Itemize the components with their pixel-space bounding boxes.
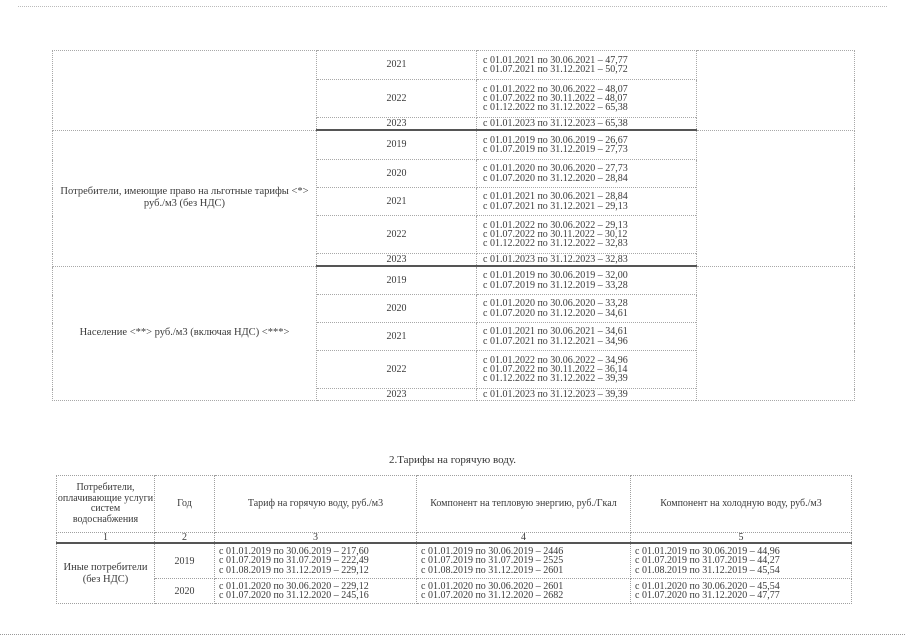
column-number: 3 xyxy=(215,533,417,544)
tariff-table-hot-water xyxy=(56,475,852,604)
year-cell: 2019 xyxy=(317,266,477,295)
header-year: Год xyxy=(155,476,215,533)
header-cold-component: Компонент на холодную воду, руб./м3 xyxy=(631,476,852,533)
cold-cell: с 01.01.2020 по 30.06.2020 – 45,54 с 01.07.2020 по 31.12.2020 – 47,77 xyxy=(631,579,852,604)
year-cell: 2020 xyxy=(317,160,477,188)
year-cell: 2022 xyxy=(317,216,477,254)
header-consumers: Потребители, оплачивающие услуги систем водоснабжения xyxy=(57,476,155,533)
table-row xyxy=(57,579,852,604)
year-cell: 2019 xyxy=(317,130,477,160)
periods-cell: с 01.01.2020 по 30.06.2020 – 33,28 с 01.07.2020 по 31.12.2020 – 34,61 xyxy=(477,295,697,323)
heat-cell: с 01.01.2019 по 30.06.2019 – 2446 с 01.07.2019 по 31.07.2019 – 2525 с 01.08.2019 по 31.12.2019 – 2601 xyxy=(417,543,631,579)
periods-cell: с 01.01.2019 по 30.06.2019 – 32,00 с 01.07.2019 по 31.12.2019 – 33,28 xyxy=(477,266,697,295)
column-number: 4 xyxy=(417,533,631,544)
year-cell: 2021 xyxy=(317,51,477,80)
year-cell: 2023 xyxy=(317,118,477,131)
column-number: 1 xyxy=(57,533,155,544)
consumer-cell: Население <**> руб./м3 (включая НДС) <***> xyxy=(53,266,317,401)
table-row xyxy=(53,51,855,80)
periods-cell: с 01.01.2019 по 30.06.2019 – 26,67 с 01.07.2019 по 31.12.2019 – 27,73 xyxy=(477,130,697,160)
year-cell: 2022 xyxy=(317,351,477,389)
year-cell: 2023 xyxy=(317,389,477,401)
periods-cell: с 01.01.2021 по 30.06.2021 – 47,77 с 01.07.2021 по 31.12.2021 – 50,72 xyxy=(477,51,697,80)
header-tariff: Тариф на горячую воду, руб./м3 xyxy=(215,476,417,533)
column-numbers-row xyxy=(57,533,852,544)
column-number: 5 xyxy=(631,533,852,544)
year-cell: 2023 xyxy=(317,254,477,267)
year-cell: 2021 xyxy=(317,323,477,351)
periods-cell: с 01.01.2020 по 30.06.2020 – 27,73 с 01.07.2020 по 31.12.2020 – 28,84 xyxy=(477,160,697,188)
year-cell: 2019 xyxy=(155,543,215,579)
periods-cell: с 01.01.2021 по 30.06.2021 – 28,84 с 01.07.2021 по 31.12.2021 – 29,13 xyxy=(477,188,697,216)
periods-cell: с 01.01.2023 по 31.12.2023 – 65,38 xyxy=(477,118,697,131)
consumer-cell: Потребители, имеющие право на льготные тарифы <*> руб./м3 (без НДС) xyxy=(53,130,317,266)
section-heading: 2.Тарифы на горячую воду. xyxy=(388,454,517,466)
year-cell: 2022 xyxy=(317,80,477,118)
tariff-cell: с 01.01.2020 по 30.06.2020 – 229,12 с 01.07.2020 по 31.12.2020 – 245,16 xyxy=(215,579,417,604)
periods-cell: с 01.01.2022 по 30.06.2022 – 34,96 с 01.07.2022 по 30.11.2022 – 36,14 с 01.12.2022 по 31.12.2022 – 39,39 xyxy=(477,351,697,389)
header-heat-component: Компонент на тепловую энергию, руб./Гкал xyxy=(417,476,631,533)
periods-cell: с 01.01.2022 по 30.06.2022 – 29,13 с 01.07.2022 по 30.11.2022 – 30,12 с 01.12.2022 по 31.12.2022 – 32,83 xyxy=(477,216,697,254)
periods-cell: с 01.01.2023 по 31.12.2023 – 32,83 xyxy=(477,254,697,267)
bottom-rule xyxy=(0,634,905,635)
periods-cell: с 01.01.2023 по 31.12.2023 – 39,39 xyxy=(477,389,697,401)
table-header-row xyxy=(57,476,852,533)
top-rule xyxy=(18,6,887,7)
consumer-cell xyxy=(53,51,317,131)
year-cell: 2020 xyxy=(155,579,215,604)
tariff-cell: с 01.01.2019 по 30.06.2019 – 217,60 с 01.07.2019 по 31.07.2019 – 222,49 с 01.08.2019 по 31.12.2019 – 229,12 xyxy=(215,543,417,579)
table-row xyxy=(53,130,855,160)
heat-cell: с 01.01.2020 по 30.06.2020 – 2601 с 01.07.2020 по 31.12.2020 – 2682 xyxy=(417,579,631,604)
cold-cell: с 01.01.2019 по 30.06.2019 – 44,96 с 01.07.2019 по 31.07.2019 – 44,27 с 01.08.2019 по 31.12.2019 – 45,54 xyxy=(631,543,852,579)
tariff-table-cold-water xyxy=(52,50,855,401)
table-row xyxy=(53,266,855,295)
periods-cell: с 01.01.2022 по 30.06.2022 – 48,07 с 01.07.2022 по 30.11.2022 – 48,07 с 01.12.2022 по 31.12.2022 – 65,38 xyxy=(477,80,697,118)
year-cell: 2021 xyxy=(317,188,477,216)
periods-cell: с 01.01.2021 по 30.06.2021 – 34,61 с 01.07.2021 по 31.12.2021 – 34,96 xyxy=(477,323,697,351)
year-cell: 2020 xyxy=(317,295,477,323)
consumer-cell: Иные потребители (без НДС) xyxy=(57,543,155,604)
table-row xyxy=(57,543,852,579)
column-number: 2 xyxy=(155,533,215,544)
